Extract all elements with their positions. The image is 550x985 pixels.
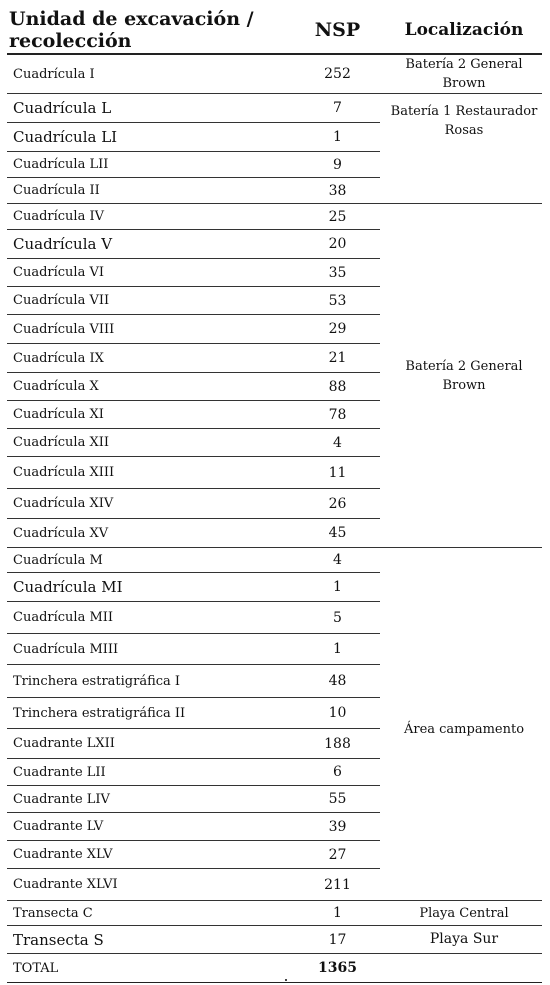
unit-cell: Cuadrícula LI [7,123,270,152]
unit-cell: Trinchera estratigráfica II [7,698,270,729]
nsp-cell: 35 [270,259,380,287]
nsp-cell: 26 [270,489,380,519]
location-cell: Playa Sur [429,931,499,947]
nsp-cell: 6 [270,759,380,786]
table-row [7,54,542,94]
location-cell: Batería 1 Restaurador Rosas [380,94,542,204]
nsp-cell: 25 [270,204,380,230]
table-row [7,94,542,123]
unit-cell: Cuadrícula XV [7,519,270,548]
nsp-cell: 27 [270,841,380,869]
header-location: Localización [380,6,542,54]
unit-cell: Transecta C [7,901,270,926]
unit-cell: Cuadrícula MI [7,573,270,602]
total-value: 1365 [270,954,380,983]
nsp-cell: 5 [270,602,380,634]
nsp-cell: 1 [270,901,380,926]
unit-cell: Cuadrante LII [7,759,270,786]
unit-cell: Cuadrícula M [7,548,270,573]
nsp-cell: 45 [270,519,380,548]
unit-cell: Cuadrícula LII [7,152,270,178]
unit-cell: Transecta S [13,930,104,949]
nsp-cell: 11 [270,457,380,489]
nsp-cell: 211 [270,869,380,901]
nsp-table-document [7,6,542,983]
unit-cell: Cuadrícula VI [7,259,270,287]
unit-cell: Cuadrícula IX [7,344,270,373]
nsp-cell: 17 [328,931,347,948]
location-cell: Batería 2 General Brown [380,204,542,548]
unit-cell: Cuadrícula MIII [7,634,270,665]
stray-dot [285,979,287,981]
header-unit: Unidad de excavación / recolección [7,6,270,54]
unit-cell: Cuadrante LXII [7,729,270,759]
nsp-cell: 10 [270,698,380,729]
unit-cell: Cuadrícula XI [7,401,270,429]
nsp-cell: 1 [270,634,380,665]
location-cell: Playa Central [380,901,542,926]
nsp-cell: 78 [270,401,380,429]
total-row [7,954,542,983]
total-empty-cell [380,954,542,983]
nsp-cell: 38 [270,178,380,204]
unit-cell: Cuadrícula IV [7,204,270,230]
nsp-cell: 252 [270,54,380,94]
unit-cell: Trinchera estratigráfica I [7,665,270,698]
header-nsp: NSP [270,6,380,54]
nsp-cell: 48 [270,665,380,698]
unit-cell: Cuadrícula I [7,54,270,94]
unit-cell: Cuadrícula XII [7,429,270,457]
nsp-cell: 39 [270,813,380,841]
nsp-cell: 20 [270,230,380,259]
nsp-cell: 1 [270,573,380,602]
nsp-cell: 53 [270,287,380,315]
table-row [7,901,542,926]
nsp-cell: 4 [270,429,380,457]
unit-cell: Cuadrante XLV [7,841,270,869]
nsp-cell: 9 [270,152,380,178]
location-cell: Área campamento [380,548,542,901]
unit-cell: Cuadrícula XIV [7,489,270,519]
unit-cell: Cuadrante LIV [7,786,270,813]
header-row [7,6,542,54]
total-label: TOTAL [7,954,270,983]
unit-cell: Cuadrícula X [7,373,270,401]
unit-cell: Cuadrícula V [7,230,270,259]
unit-cell: Cuadrícula VII [7,287,270,315]
nsp-cell: 7 [270,94,380,123]
unit-cell: Cuadrante XLVI [7,869,270,901]
nsp-cell: 188 [270,729,380,759]
table-row [7,926,542,954]
nsp-cell: 29 [270,315,380,344]
unit-cell: Cuadrícula XIII [7,457,270,489]
unit-cell: Cuadrícula VIII [7,315,270,344]
nsp-cell: 88 [270,373,380,401]
unit-cell: Cuadrícula MII [7,602,270,634]
table-row [7,548,542,573]
nsp-cell: 21 [270,344,380,373]
location-cell: Batería 2 General Brown [380,54,542,94]
nsp-cell: 55 [270,786,380,813]
unit-cell: Cuadrante LV [7,813,270,841]
unit-cell: Cuadrícula II [7,178,270,204]
unit-cell: Cuadrícula L [7,94,270,123]
table-row [7,204,542,230]
nsp-cell: 4 [270,548,380,573]
nsp-cell: 1 [270,123,380,152]
nsp-table [7,6,542,983]
